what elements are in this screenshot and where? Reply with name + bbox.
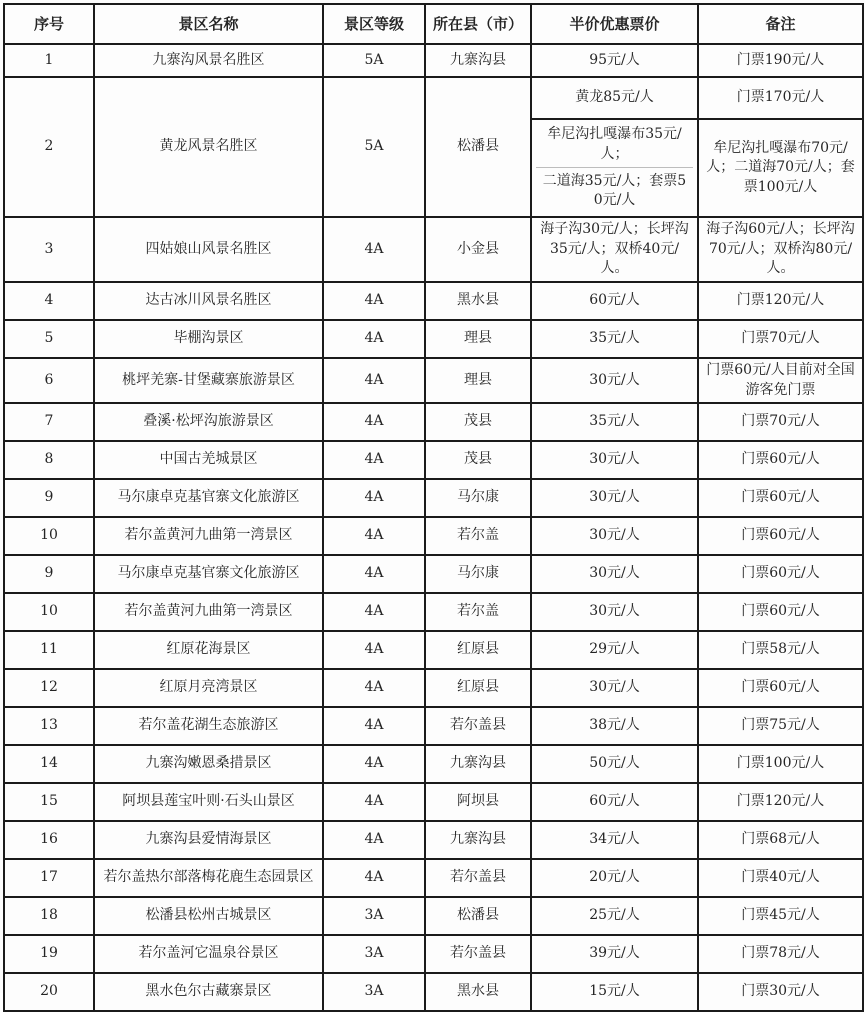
cell-price: 30元/人: [531, 441, 698, 479]
cell-remark: 门票60元/人: [698, 669, 863, 707]
cell-index: 8: [4, 441, 94, 479]
cell-index: 13: [4, 707, 94, 745]
cell-county: 九寨沟县: [425, 821, 531, 859]
cell-index: 14: [4, 745, 94, 783]
cell-county: 九寨沟县: [425, 745, 531, 783]
cell-remark: 门票60元/人: [698, 555, 863, 593]
table-row: [4, 859, 863, 897]
cell-grade: 4A: [323, 217, 425, 282]
cell-grade: 4A: [323, 707, 425, 745]
cell-remark: 门票68元/人: [698, 821, 863, 859]
cell-index: 4: [4, 282, 94, 320]
cell-name: 黄龙风景名胜区: [94, 77, 323, 217]
cell-name: 桃坪羌寨-甘堡藏寨旅游景区: [94, 358, 323, 403]
cell-name: 叠溪·松坪沟旅游景区: [94, 403, 323, 441]
cell-name: 马尔康卓克基官寨文化旅游区: [94, 555, 323, 593]
table-row: [4, 973, 863, 1011]
cell-county: 红原县: [425, 669, 531, 707]
scenic-area-price-table: [3, 3, 864, 1012]
price-subcell: 牟尼沟扎嘎瀑布35元/人；: [536, 122, 693, 168]
cell-grade: 4A: [323, 669, 425, 707]
cell-grade: 5A: [323, 44, 425, 77]
cell-index: 10: [4, 517, 94, 555]
cell-remark: 海子沟60元/人；长坪沟70元/人；双桥沟80元/人。: [698, 217, 863, 282]
cell-remark: 门票70元/人: [698, 403, 863, 441]
cell-county: 茂县: [425, 403, 531, 441]
column-header-name: 景区名称: [94, 4, 323, 44]
cell-remark: 门票60元/人: [698, 593, 863, 631]
cell-index: 11: [4, 631, 94, 669]
cell-county: 若尔盖县: [425, 859, 531, 897]
cell-county: 黑水县: [425, 282, 531, 320]
cell-county: 马尔康: [425, 479, 531, 517]
table-row: [4, 555, 863, 593]
table-row: [4, 282, 863, 320]
cell-price: 30元/人: [531, 555, 698, 593]
cell-price: 15元/人: [531, 973, 698, 1011]
cell-remark: 门票60元/人: [698, 479, 863, 517]
column-header-county: 所在县（市）: [425, 4, 531, 44]
cell-price: 海子沟30元/人；长坪沟35元/人；双桥40元/人。: [531, 217, 698, 282]
cell-county: 理县: [425, 358, 531, 403]
cell-price: 60元/人: [531, 282, 698, 320]
cell-price: 25元/人: [531, 897, 698, 935]
cell-grade: 4A: [323, 555, 425, 593]
cell-price: 30元/人: [531, 358, 698, 403]
cell-price: 60元/人: [531, 783, 698, 821]
cell-remark: 门票120元/人: [698, 783, 863, 821]
cell-grade: 4A: [323, 403, 425, 441]
cell-index: 17: [4, 859, 94, 897]
cell-remark: 门票70元/人: [698, 320, 863, 358]
cell-name: 中国古羌城景区: [94, 441, 323, 479]
cell-price: 30元/人: [531, 669, 698, 707]
cell-name: 红原花海景区: [94, 631, 323, 669]
cell-remark: 门票60元/人: [698, 441, 863, 479]
cell-name: 红原月亮湾景区: [94, 669, 323, 707]
cell-remark: 门票60元/人目前对全国游客免门票: [698, 358, 863, 403]
cell-grade: 3A: [323, 973, 425, 1011]
cell-grade: 4A: [323, 517, 425, 555]
cell-index: 3: [4, 217, 94, 282]
cell-name: 若尔盖河它温泉谷景区: [94, 935, 323, 973]
cell-grade: 4A: [323, 821, 425, 859]
cell-name: 若尔盖热尔部落梅花鹿生态园景区: [94, 859, 323, 897]
price-subcell: 二道海35元/人；套票50元/人: [542, 172, 687, 209]
cell-index: 18: [4, 897, 94, 935]
cell-price: 29元/人: [531, 631, 698, 669]
cell-county: 阿坝县: [425, 783, 531, 821]
cell-name: 九寨沟县爱情海景区: [94, 821, 323, 859]
cell-price: 95元/人: [531, 44, 698, 77]
cell-index: 10: [4, 593, 94, 631]
cell-grade: 4A: [323, 631, 425, 669]
cell-price: 30元/人: [531, 517, 698, 555]
table-row: [4, 821, 863, 859]
cell-remark: 门票45元/人: [698, 897, 863, 935]
cell-county: 松潘县: [425, 77, 531, 217]
cell-remark: 门票190元/人: [698, 44, 863, 77]
cell-index: 9: [4, 555, 94, 593]
cell-grade: 4A: [323, 358, 425, 403]
cell-county: 松潘县: [425, 897, 531, 935]
cell-county: 马尔康: [425, 555, 531, 593]
table-row: [4, 320, 863, 358]
cell-grade: 4A: [323, 320, 425, 358]
cell-remark: 牟尼沟扎嘎瀑布70元/人；二道海70元/人；套票100元/人: [698, 119, 863, 217]
cell-county: 若尔盖县: [425, 935, 531, 973]
table-row: [4, 358, 863, 403]
cell-index: 12: [4, 669, 94, 707]
cell-name: 马尔康卓克基官寨文化旅游区: [94, 479, 323, 517]
cell-remark: 门票78元/人: [698, 935, 863, 973]
cell-index: 2: [4, 77, 94, 217]
table-row: [4, 897, 863, 935]
table-row: [4, 745, 863, 783]
cell-remark: 门票170元/人: [698, 77, 863, 119]
cell-grade: 3A: [323, 897, 425, 935]
cell-index: 7: [4, 403, 94, 441]
cell-grade: 3A: [323, 935, 425, 973]
cell-grade: 4A: [323, 441, 425, 479]
cell-index: 15: [4, 783, 94, 821]
cell-name: 九寨沟风景名胜区: [94, 44, 323, 77]
cell-price: 35元/人: [531, 403, 698, 441]
cell-name: 松潘县松州古城景区: [94, 897, 323, 935]
cell-grade: 4A: [323, 783, 425, 821]
cell-price: 20元/人: [531, 859, 698, 897]
cell-price: 35元/人: [531, 320, 698, 358]
table-row: [4, 479, 863, 517]
cell-index: 19: [4, 935, 94, 973]
cell-grade: 4A: [323, 859, 425, 897]
cell-county: 若尔盖: [425, 593, 531, 631]
cell-price: [531, 119, 698, 217]
cell-county: 黑水县: [425, 973, 531, 1011]
table-header-row: [4, 4, 863, 44]
cell-remark: 门票100元/人: [698, 745, 863, 783]
cell-county: 若尔盖县: [425, 707, 531, 745]
cell-name: 若尔盖花湖生态旅游区: [94, 707, 323, 745]
column-header-price: 半价优惠票价: [531, 4, 698, 44]
cell-remark: 门票30元/人: [698, 973, 863, 1011]
table-row: [4, 217, 863, 282]
table-row: [4, 593, 863, 631]
cell-name: 若尔盖黄河九曲第一湾景区: [94, 593, 323, 631]
cell-price: 38元/人: [531, 707, 698, 745]
cell-name: 达古冰川风景名胜区: [94, 282, 323, 320]
cell-grade: 4A: [323, 479, 425, 517]
cell-grade: 4A: [323, 282, 425, 320]
cell-index: 16: [4, 821, 94, 859]
cell-name: 毕棚沟景区: [94, 320, 323, 358]
cell-price: 34元/人: [531, 821, 698, 859]
cell-price: 30元/人: [531, 479, 698, 517]
column-header-grade: 景区等级: [323, 4, 425, 44]
table-row: [4, 77, 863, 119]
table-row: [4, 935, 863, 973]
cell-price: 黄龙85元/人: [531, 77, 698, 119]
cell-county: 若尔盖: [425, 517, 531, 555]
cell-price: 30元/人: [531, 593, 698, 631]
cell-name: 阿坝县莲宝叶则·石头山景区: [94, 783, 323, 821]
cell-index: 5: [4, 320, 94, 358]
cell-county: 小金县: [425, 217, 531, 282]
cell-index: 1: [4, 44, 94, 77]
cell-grade: 4A: [323, 593, 425, 631]
cell-index: 6: [4, 358, 94, 403]
table-row: [4, 403, 863, 441]
cell-remark: 门票75元/人: [698, 707, 863, 745]
cell-name: 四姑娘山风景名胜区: [94, 217, 323, 282]
column-header-remark: 备注: [698, 4, 863, 44]
table-row: [4, 517, 863, 555]
table-row: [4, 441, 863, 479]
cell-remark: 门票60元/人: [698, 517, 863, 555]
table-row: [4, 783, 863, 821]
cell-index: 20: [4, 973, 94, 1011]
cell-index: 9: [4, 479, 94, 517]
cell-county: 茂县: [425, 441, 531, 479]
cell-name: 九寨沟嫩恩桑措景区: [94, 745, 323, 783]
cell-grade: 4A: [323, 745, 425, 783]
cell-remark: 门票40元/人: [698, 859, 863, 897]
cell-name: 黑水色尔古藏寨景区: [94, 973, 323, 1011]
cell-remark: 门票120元/人: [698, 282, 863, 320]
table-row: [4, 669, 863, 707]
table-row: [4, 44, 863, 77]
cell-grade: 5A: [323, 77, 425, 217]
cell-price: 39元/人: [531, 935, 698, 973]
cell-name: 若尔盖黄河九曲第一湾景区: [94, 517, 323, 555]
table-row: [4, 707, 863, 745]
column-header-index: 序号: [4, 4, 94, 44]
cell-county: 九寨沟县: [425, 44, 531, 77]
cell-price: 50元/人: [531, 745, 698, 783]
cell-county: 理县: [425, 320, 531, 358]
cell-county: 红原县: [425, 631, 531, 669]
cell-remark: 门票58元/人: [698, 631, 863, 669]
table-row: [4, 631, 863, 669]
